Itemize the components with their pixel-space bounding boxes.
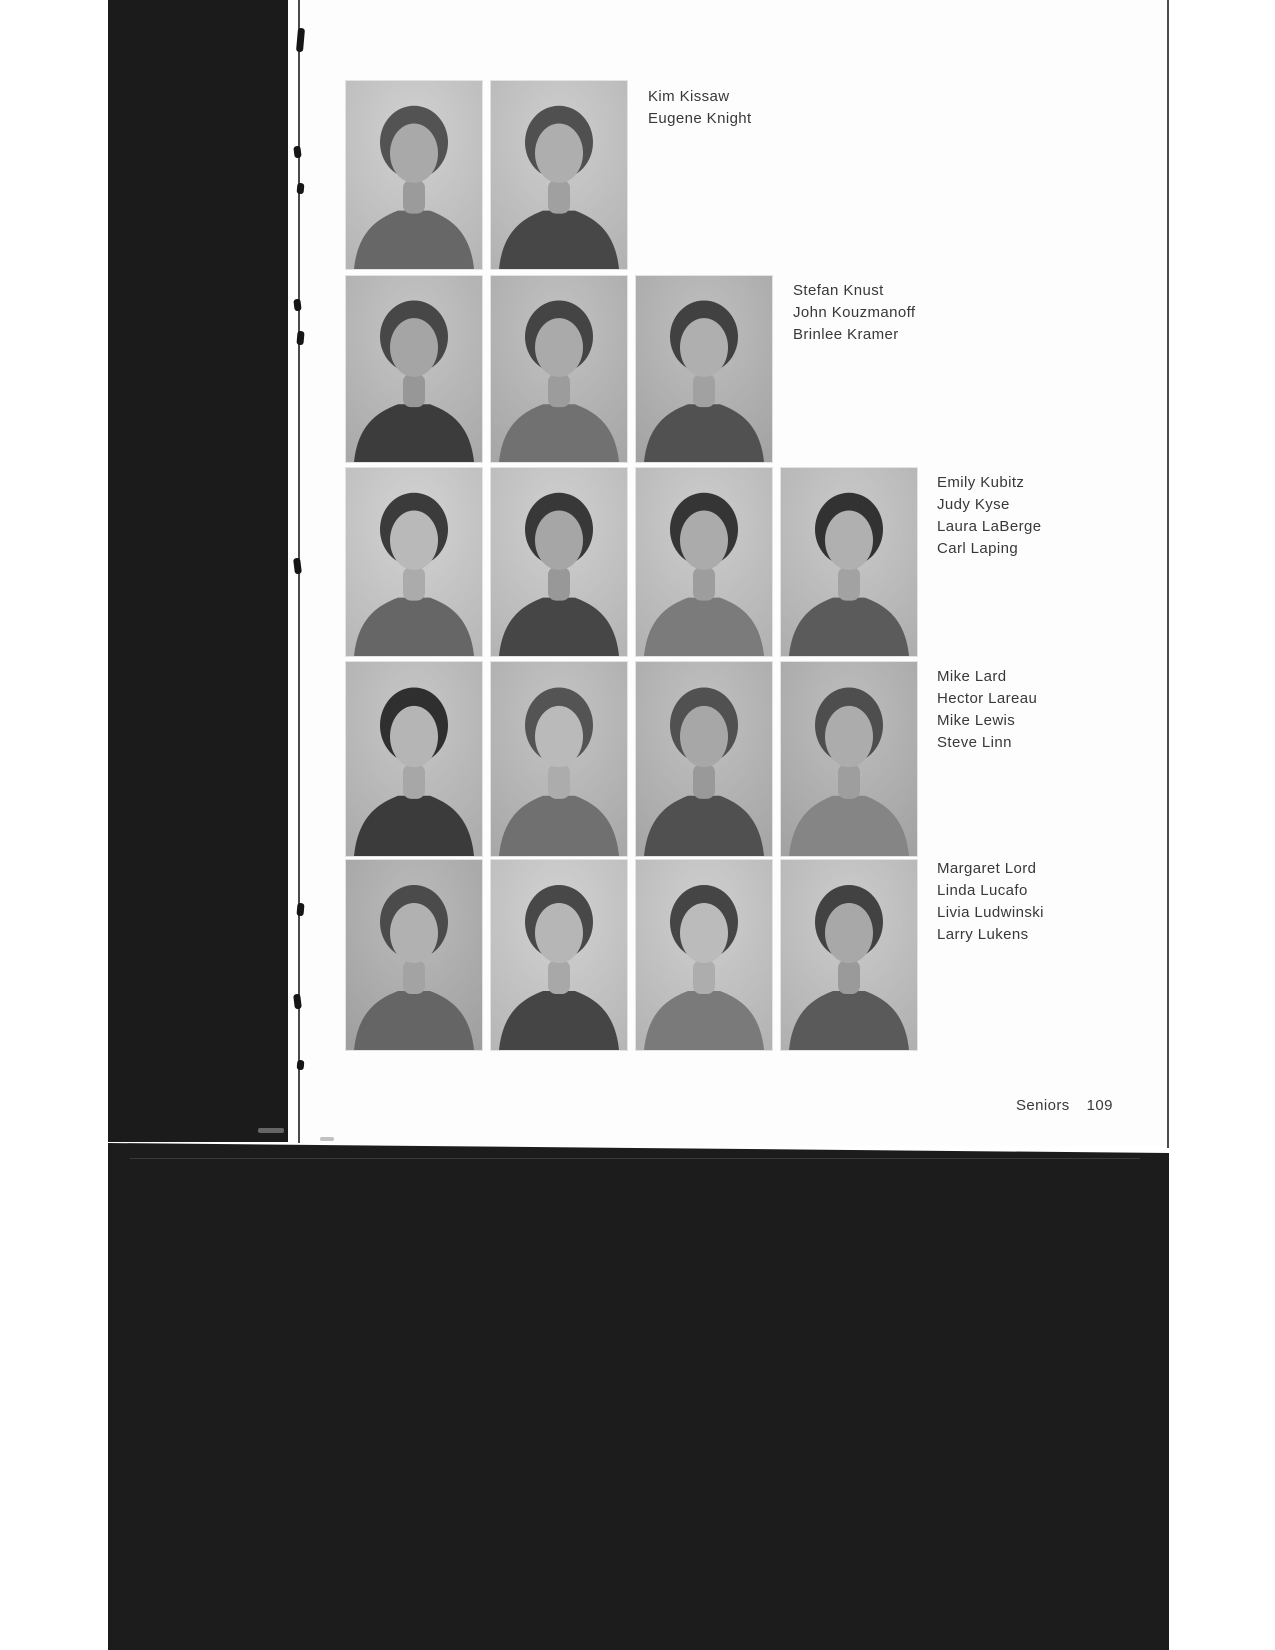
yearbook-page [300, 0, 1168, 1146]
student-name: Eugene Knight [648, 110, 752, 127]
binding-staple-mark [296, 903, 304, 917]
student-name: Laura LaBerge [937, 518, 1042, 535]
page-number: 109 [1086, 1097, 1113, 1114]
binding-staple-mark [297, 1060, 305, 1071]
portrait-photo [491, 81, 627, 269]
portrait-silhouette [491, 468, 627, 656]
portrait-silhouette [636, 662, 772, 856]
portrait-silhouette [346, 468, 482, 656]
portrait-photo [346, 662, 482, 856]
portrait-silhouette [491, 81, 627, 269]
page-footer [1016, 1097, 1113, 1114]
section-label: Seniors [1016, 1097, 1070, 1114]
portrait-silhouette [636, 468, 772, 656]
binding-staple-mark [293, 299, 301, 312]
portrait-silhouette [781, 468, 917, 656]
portrait-photo [781, 662, 917, 856]
student-name: Steve Linn [937, 734, 1012, 751]
student-name: Stefan Knust [793, 282, 884, 299]
book-gutter-shadow [108, 0, 288, 1142]
portrait-row [346, 662, 917, 856]
portrait-row [346, 276, 772, 462]
portrait-silhouette [346, 662, 482, 856]
portrait-photo [346, 468, 482, 656]
scan-scuff-mark [258, 1128, 284, 1133]
student-name: John Kouzmanoff [793, 304, 916, 321]
portrait-photo [491, 860, 627, 1050]
scan-scuff-mark [320, 1137, 334, 1141]
name-list [937, 666, 1037, 754]
student-name: Larry Lukens [937, 926, 1029, 943]
portrait-photo [346, 276, 482, 462]
student-name: Hector Lareau [937, 690, 1038, 707]
student-name: Mike Lard [937, 668, 1007, 685]
page-right-edge-line [1167, 0, 1169, 1148]
portrait-photo [491, 662, 627, 856]
portrait-silhouette [491, 276, 627, 462]
name-list [937, 858, 1044, 946]
portrait-photo [636, 276, 772, 462]
student-name: Carl Laping [937, 540, 1019, 557]
portrait-silhouette [491, 860, 627, 1050]
portrait-silhouette [636, 276, 772, 462]
portrait-row [346, 468, 917, 656]
student-name: Judy Kyse [937, 496, 1010, 513]
student-name: Linda Lucafo [937, 882, 1028, 899]
student-name: Mike Lewis [937, 712, 1016, 729]
name-list [793, 280, 915, 346]
scan-scratch-line [130, 1158, 1140, 1159]
portrait-silhouette [781, 662, 917, 856]
student-name: Kim Kissaw [648, 88, 730, 105]
binding-staple-mark [296, 331, 304, 346]
portrait-row [346, 860, 917, 1050]
portrait-photo [636, 662, 772, 856]
portrait-photo [346, 860, 482, 1050]
binding-staple-mark [293, 146, 301, 159]
portrait-photo [636, 468, 772, 656]
portrait-silhouette [636, 860, 772, 1050]
portrait-silhouette [346, 860, 482, 1050]
portrait-photo [636, 860, 772, 1050]
portrait-photo [491, 468, 627, 656]
student-name: Emily Kubitz [937, 474, 1025, 491]
portrait-photo [491, 276, 627, 462]
name-list [648, 86, 752, 130]
scan-backdrop [108, 1140, 1169, 1650]
binding-staple-mark [297, 183, 305, 195]
name-list [937, 472, 1041, 560]
portrait-photo [781, 468, 917, 656]
student-name: Brinlee Kramer [793, 326, 899, 343]
student-name: Margaret Lord [937, 860, 1037, 877]
portrait-silhouette [491, 662, 627, 856]
portrait-row [346, 81, 627, 269]
portrait-silhouette [781, 860, 917, 1050]
student-name: Livia Ludwinski [937, 904, 1044, 921]
portrait-photo [346, 81, 482, 269]
portrait-silhouette [346, 81, 482, 269]
portrait-silhouette [346, 276, 482, 462]
portrait-photo [781, 860, 917, 1050]
